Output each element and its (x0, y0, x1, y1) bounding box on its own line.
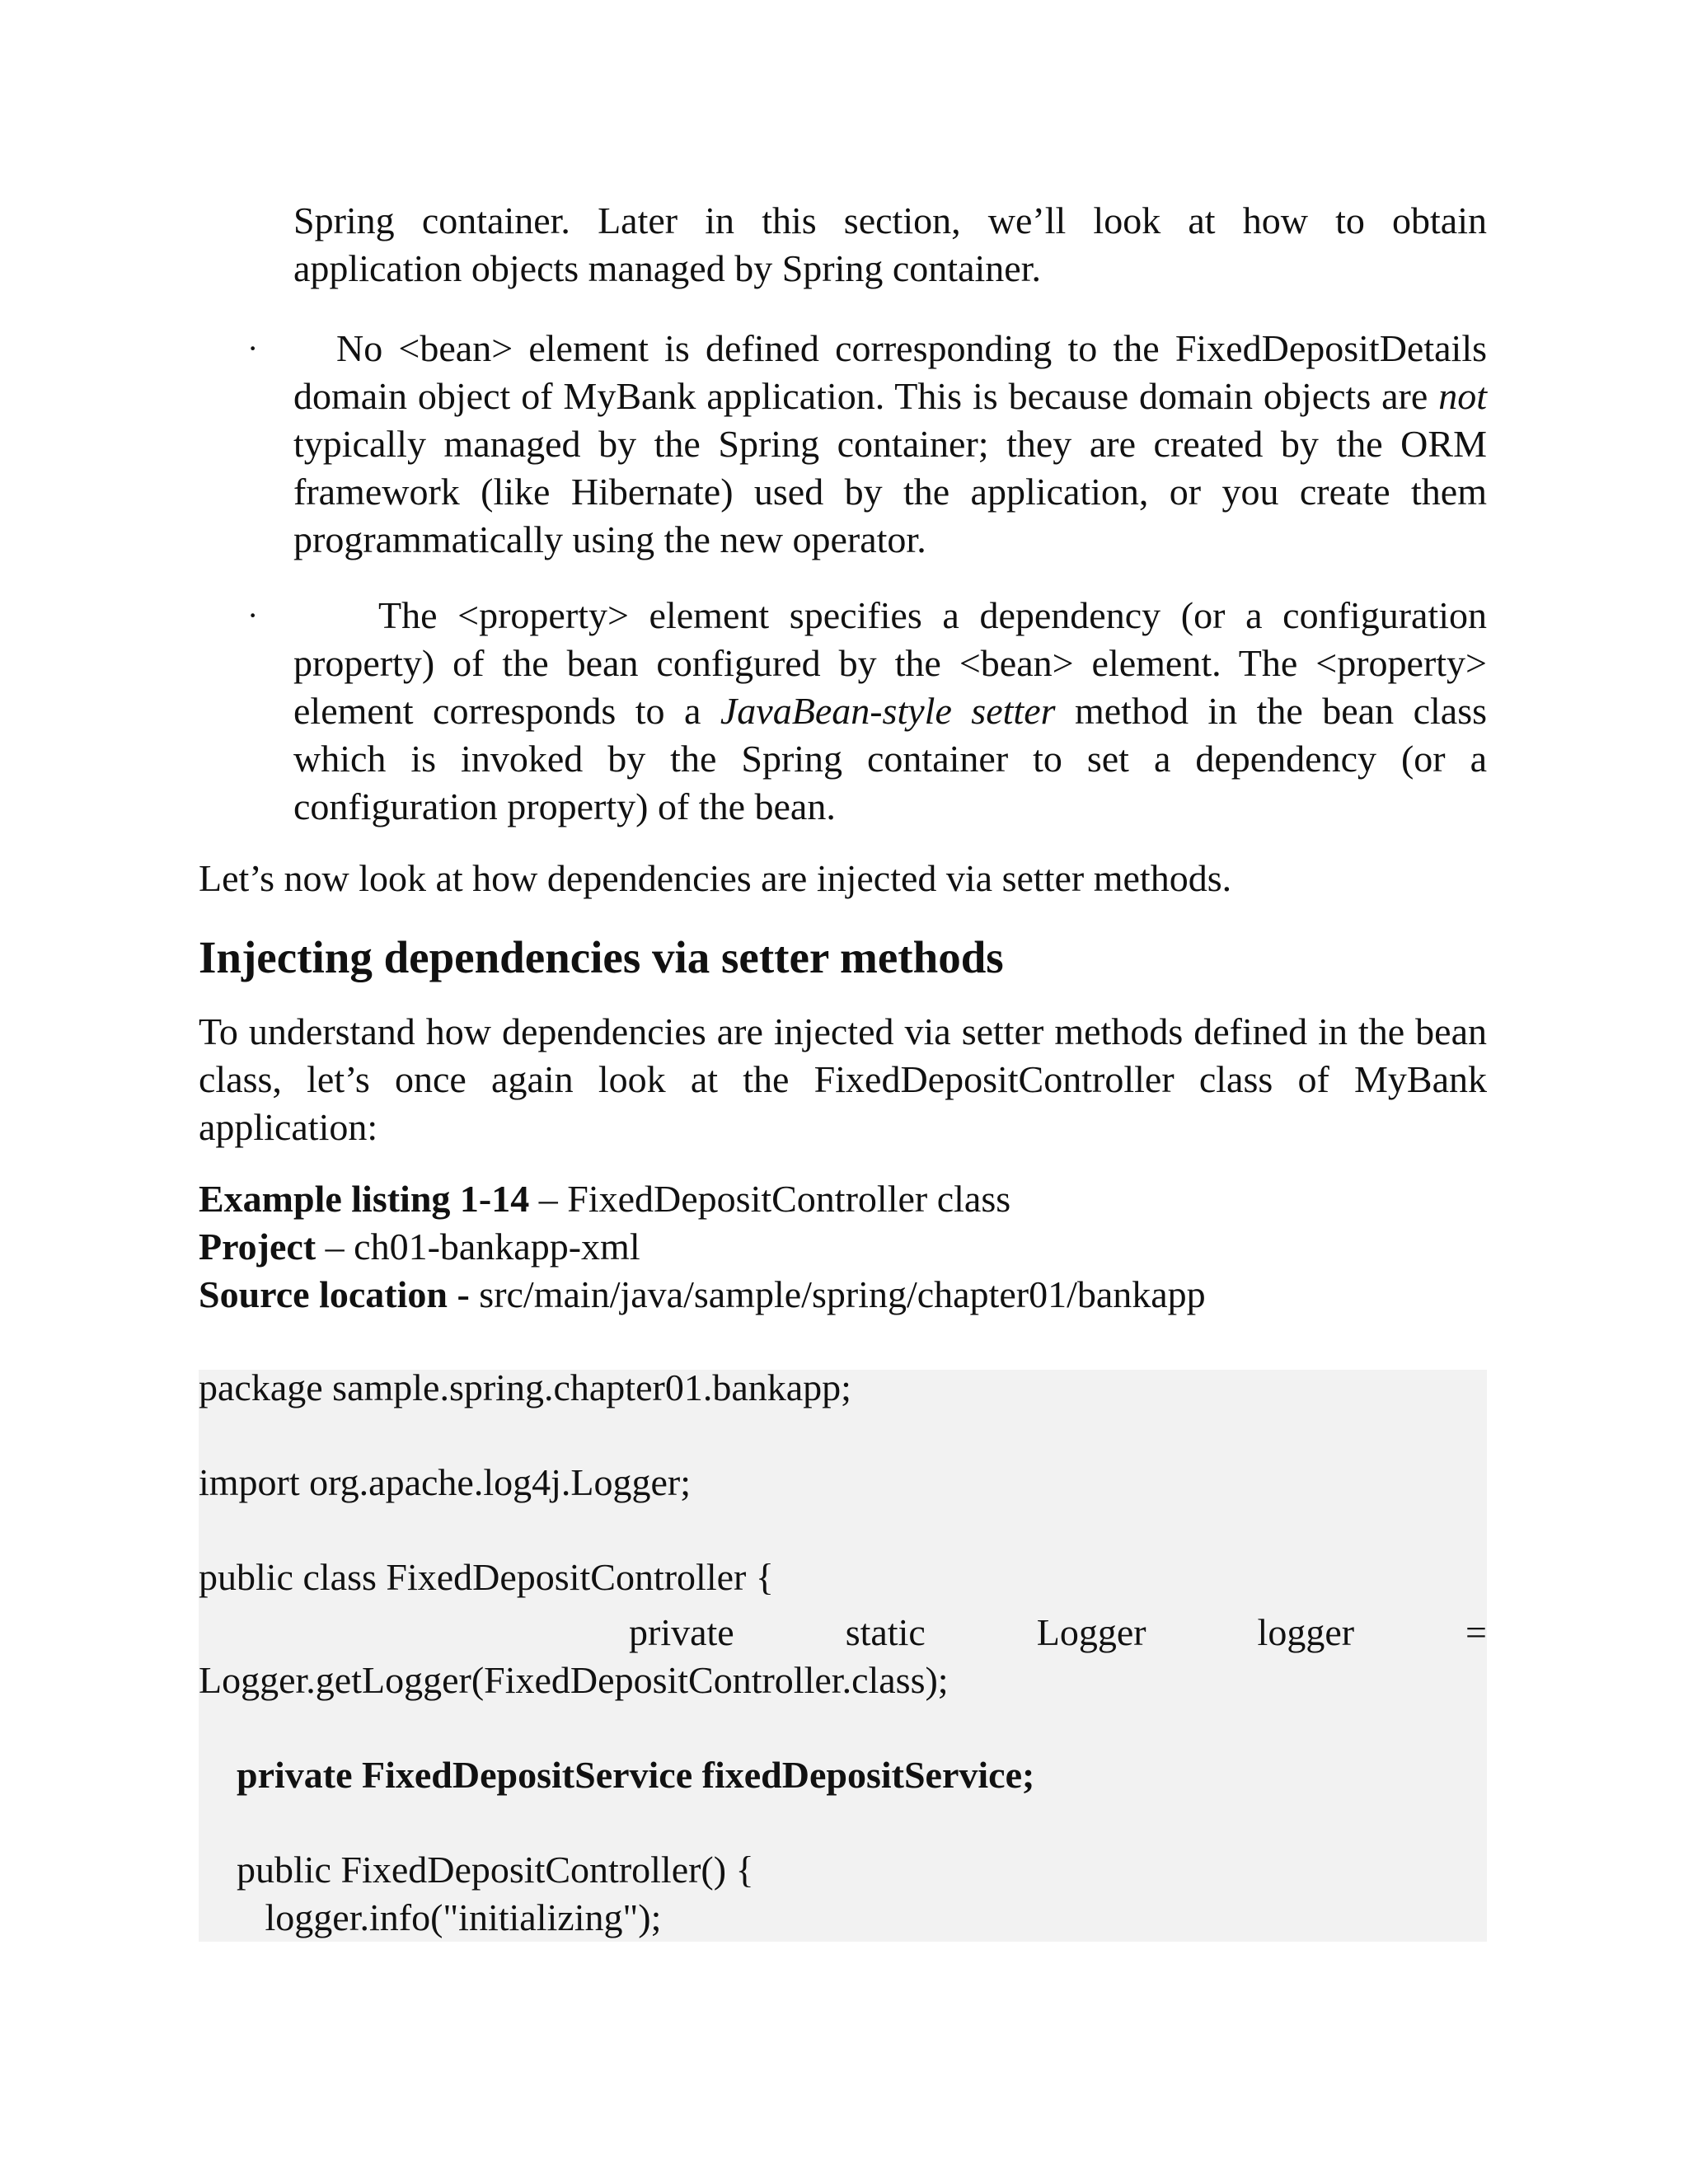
bullet-marker: · (247, 330, 259, 367)
bullet-text: typically managed by the Spring container; they are created by the ORM framework (like Hibernate) used by the application, or you create them programmatically using the new operator. (293, 423, 1487, 560)
continuation-line-2: application objects managed by Spring container. (293, 247, 1041, 289)
project-text: – ch01-bankapp-xml (316, 1226, 640, 1268)
project-line (199, 1223, 1487, 1271)
continuation-paragraph (293, 197, 1487, 293)
code-word: logger (1257, 1611, 1355, 1653)
code-line-field-declaration: private FixedDepositService fixedDepositService; (199, 1754, 1035, 1796)
example-listing-line (199, 1175, 1487, 1223)
bullet-text: The <property> element specifies a dependency (or a configuration property) of the bean configured by the <bean> element. The <property> element corresponds to a (293, 594, 1487, 732)
code-line-import: import org.apache.log4j.Logger; (199, 1461, 691, 1503)
code-line-package: package sample.spring.chapter01.bankapp; (199, 1366, 851, 1408)
continuation-line-1: Spring container. Later in this section, we’ll look at how to obtain (293, 199, 1487, 241)
emphasis-text: not (1438, 375, 1487, 417)
source-label: Source location - (199, 1273, 470, 1315)
body-paragraph: To understand how dependencies are injected via setter methods defined in the bean class, let’s once again look at the FixedDepositController class of MyBank application: (199, 1010, 1487, 1148)
code-line-logger-declaration (629, 1609, 1487, 1657)
section-heading: Injecting dependencies via setter methods (199, 932, 1004, 982)
intro-paragraph: Let’s now look at how dependencies are injected via setter methods. (199, 857, 1232, 899)
bullet-paragraph-domain-objects (293, 325, 1487, 564)
code-word: private (629, 1611, 734, 1653)
source-text: src/main/java/sample/spring/chapter01/bankapp (469, 1273, 1206, 1315)
code-line-logger-info: logger.info("initializing"); (199, 1896, 662, 1938)
code-line-class-declaration: public class FixedDepositController { (199, 1556, 774, 1598)
code-word: = (1465, 1611, 1487, 1653)
bullet-marker: · (247, 597, 259, 634)
code-word: Logger (1036, 1611, 1146, 1653)
bullet-text: method in the bean class which is invoked by the Spring container to set a dependency (or a configuration property) of the bean. (293, 690, 1487, 827)
bullet-text: No <bean> element is defined corresponding to the FixedDepositDetails domain object of MyBank application. This is because domain objects are (293, 327, 1487, 417)
example-label: Example listing 1-14 (199, 1178, 530, 1220)
project-label: Project (199, 1226, 316, 1268)
source-location-line (199, 1271, 1487, 1319)
code-line-constructor: public FixedDepositController() { (199, 1849, 754, 1891)
code-word: static (845, 1611, 926, 1653)
bullet-paragraph-property-element (293, 592, 1487, 831)
code-line-logger-initializer: Logger.getLogger(FixedDepositController.class); (199, 1659, 949, 1701)
example-text: – FixedDepositController class (529, 1178, 1011, 1220)
listing-metadata (199, 1175, 1487, 1319)
emphasis-text: JavaBean-style setter (720, 690, 1056, 732)
